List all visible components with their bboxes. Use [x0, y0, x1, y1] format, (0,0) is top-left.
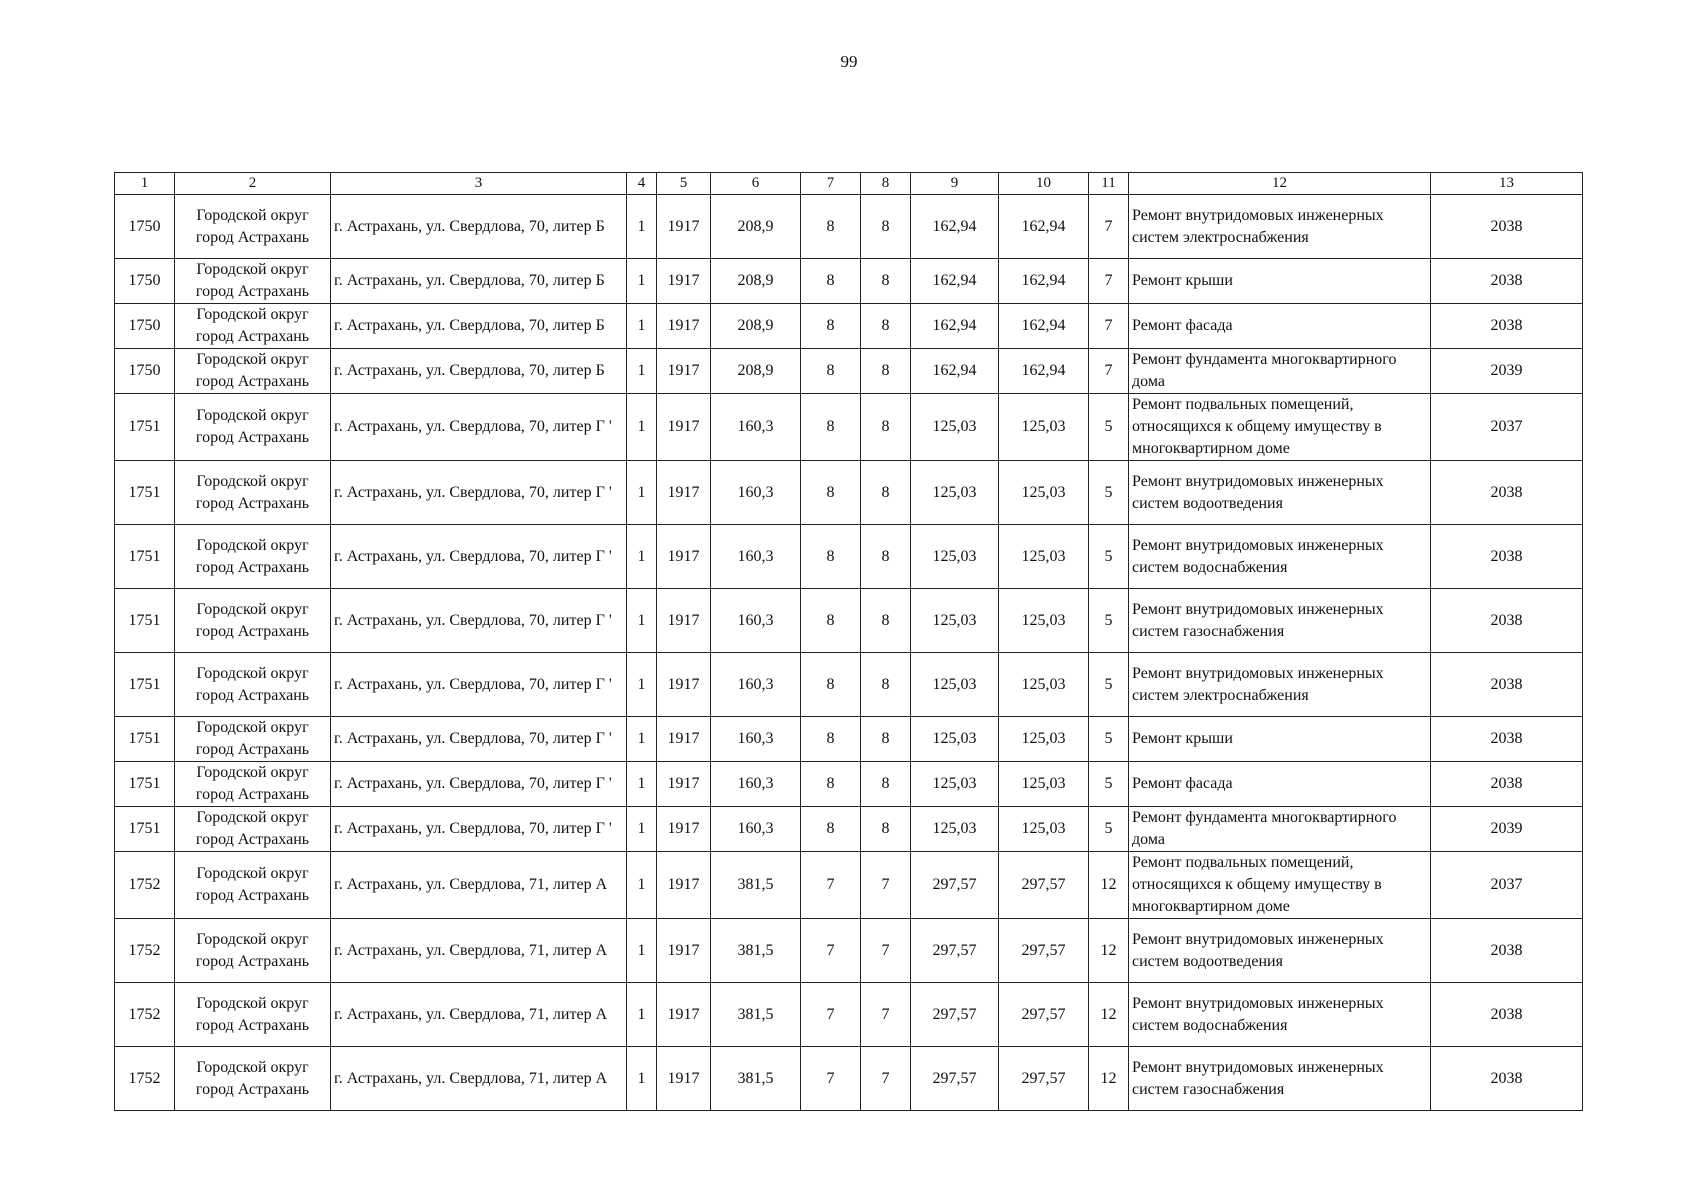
capital-repair-table — [114, 172, 1583, 1111]
table-cell: 162,94 — [999, 195, 1089, 259]
table-cell: 208,9 — [711, 304, 801, 349]
table-cell: 8 — [861, 589, 911, 653]
table-cell: 162,94 — [911, 349, 999, 394]
table-cell: Ремонт подвальных помещений, относящихся к общему имуществу в многоквартирном доме — [1129, 852, 1431, 919]
table-cell: 1 — [627, 304, 657, 349]
table-cell: 8 — [861, 461, 911, 525]
table-cell: 125,03 — [911, 653, 999, 717]
table-cell: 5 — [1089, 461, 1129, 525]
table-cell: 8 — [801, 717, 861, 762]
table-cell: 125,03 — [911, 461, 999, 525]
table-row — [115, 394, 1583, 461]
table-cell: 297,57 — [911, 852, 999, 919]
table-cell: 1 — [627, 394, 657, 461]
table-cell: 381,5 — [711, 983, 801, 1047]
table-cell: 2038 — [1431, 461, 1583, 525]
table-cell: 297,57 — [999, 919, 1089, 983]
table-row — [115, 919, 1583, 983]
table-cell: 8 — [801, 589, 861, 653]
table-cell: г. Астрахань, ул. Свердлова, 70, литер Б — [331, 195, 627, 259]
table-cell: 5 — [1089, 653, 1129, 717]
table-cell: 125,03 — [911, 762, 999, 807]
table-cell: 2038 — [1431, 195, 1583, 259]
table-cell: 381,5 — [711, 852, 801, 919]
table-cell: 8 — [801, 349, 861, 394]
table-cell: 7 — [861, 919, 911, 983]
table-cell: 7 — [861, 1047, 911, 1111]
table-row — [115, 983, 1583, 1047]
table-cell: 8 — [861, 762, 911, 807]
table-cell: г. Астрахань, ул. Свердлова, 71, литер А — [331, 852, 627, 919]
table-cell: 1750 — [115, 349, 175, 394]
table-cell: 2038 — [1431, 525, 1583, 589]
header-cell: 11 — [1089, 173, 1129, 195]
table-cell: 7 — [1089, 349, 1129, 394]
table-cell: 162,94 — [999, 304, 1089, 349]
table-cell: Городской округ город Астрахань — [175, 195, 331, 259]
table-cell: Городской округ город Астрахань — [175, 349, 331, 394]
table-cell: г. Астрахань, ул. Свердлова, 70, литер Г ' — [331, 589, 627, 653]
table-cell: 2037 — [1431, 852, 1583, 919]
table-cell: 7 — [1089, 259, 1129, 304]
table-cell: г. Астрахань, ул. Свердлова, 70, литер Б — [331, 349, 627, 394]
table-cell: 162,94 — [999, 349, 1089, 394]
table-cell: Ремонт внутридомовых инженерных систем водоотведения — [1129, 919, 1431, 983]
table-cell: 1750 — [115, 259, 175, 304]
table-cell: Городской округ город Астрахань — [175, 259, 331, 304]
table-cell: 125,03 — [911, 717, 999, 762]
table-cell: 8 — [861, 349, 911, 394]
table-cell: 208,9 — [711, 259, 801, 304]
table-cell: Ремонт фундамента многоквартирного дома — [1129, 349, 1431, 394]
table-cell: 1 — [627, 717, 657, 762]
table-cell: 8 — [861, 394, 911, 461]
table-cell: г. Астрахань, ул. Свердлова, 71, литер А — [331, 983, 627, 1047]
table-cell: 7 — [801, 983, 861, 1047]
table-cell: г. Астрахань, ул. Свердлова, 70, литер Б — [331, 304, 627, 349]
table-cell: 2038 — [1431, 589, 1583, 653]
header-cell: 4 — [627, 173, 657, 195]
header-cell: 10 — [999, 173, 1089, 195]
table-cell: 1917 — [657, 807, 711, 852]
table-cell: Городской округ город Астрахань — [175, 525, 331, 589]
table-cell: 1 — [627, 195, 657, 259]
table-body — [115, 195, 1583, 1111]
table-cell: 381,5 — [711, 919, 801, 983]
table-cell: Городской округ город Астрахань — [175, 807, 331, 852]
table-cell: 1751 — [115, 525, 175, 589]
table-cell: 8 — [861, 304, 911, 349]
table-cell: 5 — [1089, 807, 1129, 852]
table-cell: 160,3 — [711, 461, 801, 525]
header-cell: 9 — [911, 173, 999, 195]
table-cell: 162,94 — [911, 259, 999, 304]
table-row — [115, 762, 1583, 807]
table-cell: 7 — [801, 852, 861, 919]
table-cell: 297,57 — [999, 1047, 1089, 1111]
table-cell: 125,03 — [999, 762, 1089, 807]
table-row — [115, 525, 1583, 589]
table-cell: 1 — [627, 349, 657, 394]
table-cell: 1917 — [657, 304, 711, 349]
table-cell: 2038 — [1431, 1047, 1583, 1111]
table-cell: 2038 — [1431, 762, 1583, 807]
table-cell: 2038 — [1431, 653, 1583, 717]
table-cell: 2038 — [1431, 304, 1583, 349]
table-cell: 8 — [801, 525, 861, 589]
table-cell: Городской округ город Астрахань — [175, 1047, 331, 1111]
table-cell: 8 — [801, 807, 861, 852]
table-cell: 2038 — [1431, 919, 1583, 983]
table-cell: 125,03 — [999, 717, 1089, 762]
header-cell: 3 — [331, 173, 627, 195]
header-cell: 13 — [1431, 173, 1583, 195]
table-cell: г. Астрахань, ул. Свердлова, 70, литер Б — [331, 259, 627, 304]
table-cell: 1 — [627, 589, 657, 653]
table-cell: г. Астрахань, ул. Свердлова, 70, литер Г ' — [331, 525, 627, 589]
table-cell: 125,03 — [999, 807, 1089, 852]
table-cell: г. Астрахань, ул. Свердлова, 70, литер Г ' — [331, 717, 627, 762]
header-cell: 7 — [801, 173, 861, 195]
table-cell: 125,03 — [999, 461, 1089, 525]
table-cell: 7 — [801, 1047, 861, 1111]
table-cell: 1917 — [657, 762, 711, 807]
table-cell: 12 — [1089, 919, 1129, 983]
table-cell: 12 — [1089, 1047, 1129, 1111]
table-cell: 2038 — [1431, 717, 1583, 762]
table-cell: 12 — [1089, 852, 1129, 919]
table-cell: 125,03 — [911, 525, 999, 589]
table-cell: 8 — [861, 717, 911, 762]
table-cell: 8 — [801, 461, 861, 525]
table-cell: 1752 — [115, 919, 175, 983]
table-cell: 1 — [627, 461, 657, 525]
table-cell: Ремонт фасада — [1129, 762, 1431, 807]
table-cell: 1750 — [115, 304, 175, 349]
header-cell: 6 — [711, 173, 801, 195]
table-cell: Ремонт крыши — [1129, 717, 1431, 762]
table-cell: г. Астрахань, ул. Свердлова, 71, литер А — [331, 919, 627, 983]
table-cell: 8 — [801, 394, 861, 461]
table-cell: Ремонт внутридомовых инженерных систем водоснабжения — [1129, 983, 1431, 1047]
page-number: 99 — [840, 52, 858, 71]
table-cell: 1 — [627, 762, 657, 807]
table-cell: 7 — [861, 852, 911, 919]
table-cell: 125,03 — [999, 394, 1089, 461]
table-row — [115, 653, 1583, 717]
table-cell: 1 — [627, 259, 657, 304]
table-cell: 208,9 — [711, 349, 801, 394]
table-cell: 1752 — [115, 852, 175, 919]
table-cell: 125,03 — [999, 589, 1089, 653]
table-cell: 1752 — [115, 1047, 175, 1111]
table-cell: 8 — [861, 259, 911, 304]
table-cell: 160,3 — [711, 394, 801, 461]
table-cell: 1917 — [657, 919, 711, 983]
table-cell: 1 — [627, 983, 657, 1047]
table-cell: Ремонт внутридомовых инженерных систем электроснабжения — [1129, 653, 1431, 717]
table-cell: 7 — [801, 919, 861, 983]
table-row — [115, 461, 1583, 525]
header-cell: 2 — [175, 173, 331, 195]
table-cell: 208,9 — [711, 195, 801, 259]
table-cell: 2038 — [1431, 259, 1583, 304]
table-cell: 1751 — [115, 394, 175, 461]
table-cell: 1 — [627, 919, 657, 983]
table-cell: 1 — [627, 807, 657, 852]
table-cell: 8 — [801, 195, 861, 259]
table-cell: 381,5 — [711, 1047, 801, 1111]
table-cell: 1917 — [657, 259, 711, 304]
table-cell: Ремонт внутридомовых инженерных систем электроснабжения — [1129, 195, 1431, 259]
table-cell: 2039 — [1431, 349, 1583, 394]
table-cell: Городской округ город Астрахань — [175, 762, 331, 807]
table-cell: 2039 — [1431, 807, 1583, 852]
table-cell: г. Астрахань, ул. Свердлова, 70, литер Г ' — [331, 807, 627, 852]
table-cell: Городской округ город Астрахань — [175, 653, 331, 717]
table-row — [115, 852, 1583, 919]
table-cell: 7 — [1089, 195, 1129, 259]
table-cell: 1917 — [657, 349, 711, 394]
table-cell: 160,3 — [711, 653, 801, 717]
table-cell: 1 — [627, 653, 657, 717]
table-row — [115, 195, 1583, 259]
header-cell: 8 — [861, 173, 911, 195]
header-cell: 5 — [657, 173, 711, 195]
table-cell: 1917 — [657, 195, 711, 259]
table-cell: 160,3 — [711, 525, 801, 589]
table-cell: 160,3 — [711, 807, 801, 852]
table-cell: 1917 — [657, 1047, 711, 1111]
table-row — [115, 304, 1583, 349]
table-cell: г. Астрахань, ул. Свердлова, 70, литер Г ' — [331, 394, 627, 461]
table-cell: Городской округ город Астрахань — [175, 394, 331, 461]
table-cell: г. Астрахань, ул. Свердлова, 70, литер Г ' — [331, 461, 627, 525]
table-cell: 125,03 — [911, 589, 999, 653]
table-cell: 125,03 — [911, 394, 999, 461]
header-cell: 12 — [1129, 173, 1431, 195]
table-row — [115, 1047, 1583, 1111]
table-row — [115, 807, 1583, 852]
table-cell: Ремонт фундамента многоквартирного дома — [1129, 807, 1431, 852]
table-cell: 2037 — [1431, 394, 1583, 461]
table-cell: 12 — [1089, 983, 1129, 1047]
table-cell: г. Астрахань, ул. Свердлова, 70, литер Г ' — [331, 762, 627, 807]
table-cell: 5 — [1089, 717, 1129, 762]
table-cell: Городской округ город Астрахань — [175, 461, 331, 525]
table-row — [115, 349, 1583, 394]
table-cell: 1917 — [657, 461, 711, 525]
table-cell: 297,57 — [911, 919, 999, 983]
table-cell: Ремонт внутридомовых инженерных систем газоснабжения — [1129, 589, 1431, 653]
table-cell: 160,3 — [711, 762, 801, 807]
header-row — [115, 173, 1583, 195]
table-cell: 1917 — [657, 852, 711, 919]
table-cell: 1751 — [115, 589, 175, 653]
table-cell: 297,57 — [911, 983, 999, 1047]
table-cell: Городской округ город Астрахань — [175, 983, 331, 1047]
table-cell: 8 — [861, 525, 911, 589]
table-cell: 125,03 — [999, 653, 1089, 717]
table-cell: Ремонт внутридомовых инженерных систем водоотведения — [1129, 461, 1431, 525]
table-cell: 5 — [1089, 394, 1129, 461]
table-cell: Городской округ город Астрахань — [175, 589, 331, 653]
table-cell: Ремонт крыши — [1129, 259, 1431, 304]
table-cell: г. Астрахань, ул. Свердлова, 71, литер А — [331, 1047, 627, 1111]
table-cell: Городской округ город Астрахань — [175, 717, 331, 762]
table-cell: Городской округ город Астрахань — [175, 919, 331, 983]
table-cell: 1917 — [657, 653, 711, 717]
table-cell: Ремонт внутридомовых инженерных систем газоснабжения — [1129, 1047, 1431, 1111]
table-cell: Городской округ город Астрахань — [175, 304, 331, 349]
table-cell: 1752 — [115, 983, 175, 1047]
table-cell: 8 — [861, 195, 911, 259]
table-cell: Ремонт фасада — [1129, 304, 1431, 349]
table-cell: 1750 — [115, 195, 175, 259]
table-cell: 8 — [801, 762, 861, 807]
table-cell: 1 — [627, 525, 657, 589]
table-cell: 8 — [861, 653, 911, 717]
table-cell: 1751 — [115, 461, 175, 525]
table-cell: 297,57 — [999, 852, 1089, 919]
table-cell: 1917 — [657, 394, 711, 461]
table-cell: 7 — [1089, 304, 1129, 349]
table-cell: 7 — [861, 983, 911, 1047]
table-cell: 162,94 — [911, 304, 999, 349]
table-cell: 160,3 — [711, 717, 801, 762]
table-cell: 1917 — [657, 983, 711, 1047]
table-cell: 1917 — [657, 717, 711, 762]
table-row — [115, 259, 1583, 304]
table-cell: Ремонт подвальных помещений, относящихся к общему имуществу в многоквартирном доме — [1129, 394, 1431, 461]
table-cell: 8 — [801, 304, 861, 349]
table-row — [115, 589, 1583, 653]
table-row — [115, 717, 1583, 762]
table-cell: г. Астрахань, ул. Свердлова, 70, литер Г ' — [331, 653, 627, 717]
table-cell: 162,94 — [911, 195, 999, 259]
table-cell: 1751 — [115, 762, 175, 807]
table-cell: 125,03 — [911, 807, 999, 852]
table-cell: 1917 — [657, 589, 711, 653]
table-cell: 160,3 — [711, 589, 801, 653]
table-cell: 1 — [627, 1047, 657, 1111]
table-cell: 8 — [801, 653, 861, 717]
table-cell: 1751 — [115, 653, 175, 717]
table-cell: 8 — [801, 259, 861, 304]
header-cell: 1 — [115, 173, 175, 195]
table-cell: Городской округ город Астрахань — [175, 852, 331, 919]
table-cell: 162,94 — [999, 259, 1089, 304]
table-cell: 8 — [861, 807, 911, 852]
table-cell: 2038 — [1431, 983, 1583, 1047]
table-cell: 1 — [627, 852, 657, 919]
table-cell: 297,57 — [911, 1047, 999, 1111]
table-cell: Ремонт внутридомовых инженерных систем водоснабжения — [1129, 525, 1431, 589]
table-cell: 125,03 — [999, 525, 1089, 589]
table-cell: 1751 — [115, 717, 175, 762]
table-cell: 5 — [1089, 525, 1129, 589]
table-cell: 297,57 — [999, 983, 1089, 1047]
table-cell: 5 — [1089, 589, 1129, 653]
table-cell: 5 — [1089, 762, 1129, 807]
table-cell: 1917 — [657, 525, 711, 589]
table-cell: 1751 — [115, 807, 175, 852]
